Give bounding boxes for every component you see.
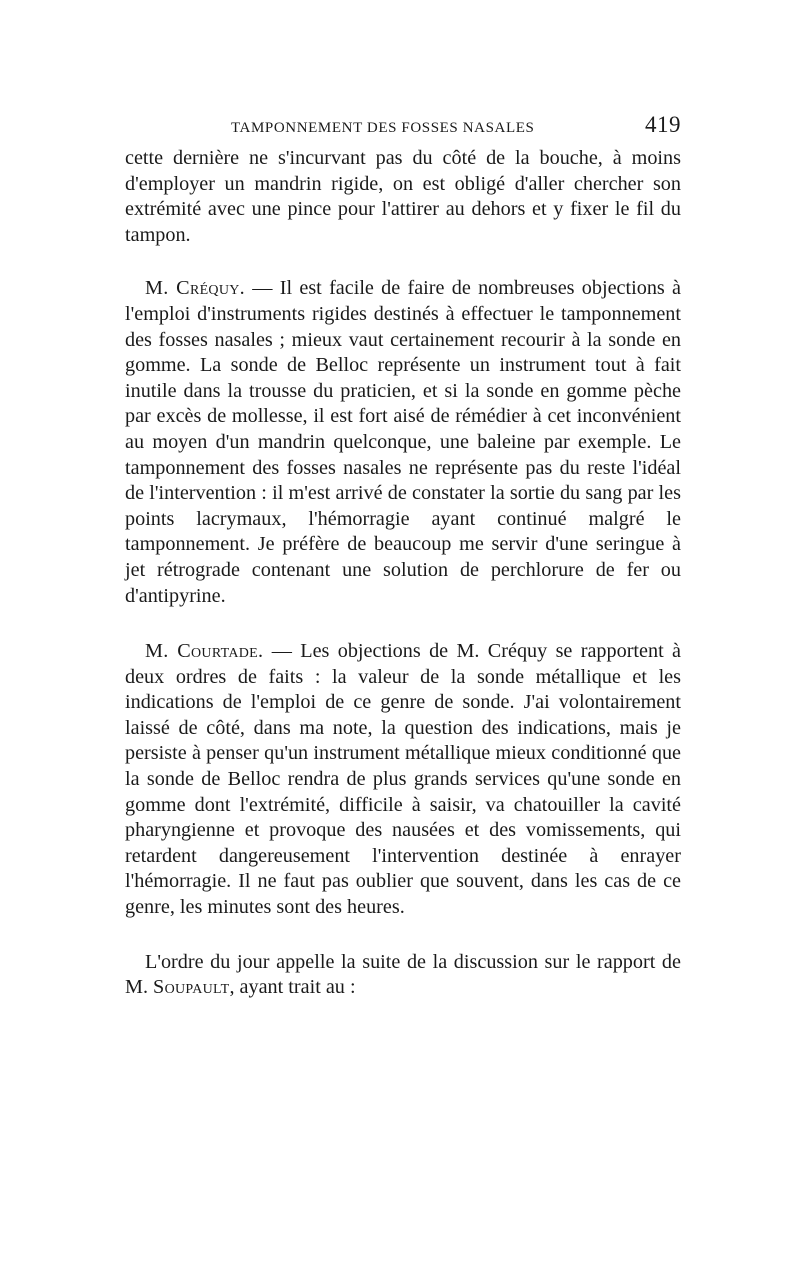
running-head <box>125 112 681 142</box>
rapporteur-name: Soupault <box>153 976 230 999</box>
paragraph-continuation <box>125 146 681 248</box>
paragraph-text: — Il est facile de faire de nombreuses objections à l'emploi d'instruments rigides destinés à effectuer le tamponnement des fosses nasales ; mieux vaut certainement recourir à la sonde en gomme. La sonde de Belloc représente un instrument tout à fait inutile dans la trousse du praticien, et si la sonde en gomme pèche par excès de mollesse, il est fort aisé de rémédier à cet inconvénient au moyen d'un mandrin quelconque, une baleine par exemple. Le tamponnement des fosses nasales ne représente pas du reste l'idéal de l'intervention : il m'est arrivé de constater la sortie du sang par les points lacrymaux, l'hémorragie ayant continué malgré le tamponnement. Je préfère de beaucoup me servir d'une seringue à jet rétrograde contenant une solution de perchlorure de fer ou d'antipyrine. <box>125 277 682 607</box>
paragraph-text: , ayant trait au : <box>229 976 356 999</box>
speaker-name: M. Courtade. <box>145 640 264 663</box>
paragraph-courtade <box>125 639 681 921</box>
page-number: 419 <box>645 112 681 137</box>
running-title: TAMPONNEMENT DES FOSSES NASALES <box>231 120 535 136</box>
speaker-name: M. Créquy. <box>145 277 246 300</box>
paragraph-text: — Les objections de M. Créquy se rapportent à deux ordres de faits : la valeur de la sonde métallique et les indications de l'emploi de ce genre de sonde. J'ai volontairement laissé de côté, dans ma note, la question des indications, mais je persiste à penser qu'un instrument métallique mieux conditionné que la sonde de Belloc rendra de plus grands services qu'une sonde en gomme dont l'extrémité, difficile à saisir, va chatouiller la cavité pharyngienne et provoque des nausées et des vomissements, qui retardent dangereusement l'intervention destinée à enrayer l'hémorragie. Il ne faut pas oublier que souvent, dans les cas de ce genre, les minutes sont des heures. <box>125 640 681 919</box>
paragraph-ordre-du-jour <box>125 950 681 1001</box>
paragraph-crequy <box>125 276 681 609</box>
body-text <box>125 146 681 1001</box>
paragraph-text: cette dernière ne s'incurvant pas du côté de la bouche, à moins d'employer un mandrin rigide, on est obligé d'aller chercher son extrémité avec une pince pour l'attirer au dehors et y fixer le fil du tampon. <box>125 147 681 246</box>
paragraph-text: L'ordre du jour appelle la suite de la discussion sur le rapport de M. <box>125 950 681 999</box>
